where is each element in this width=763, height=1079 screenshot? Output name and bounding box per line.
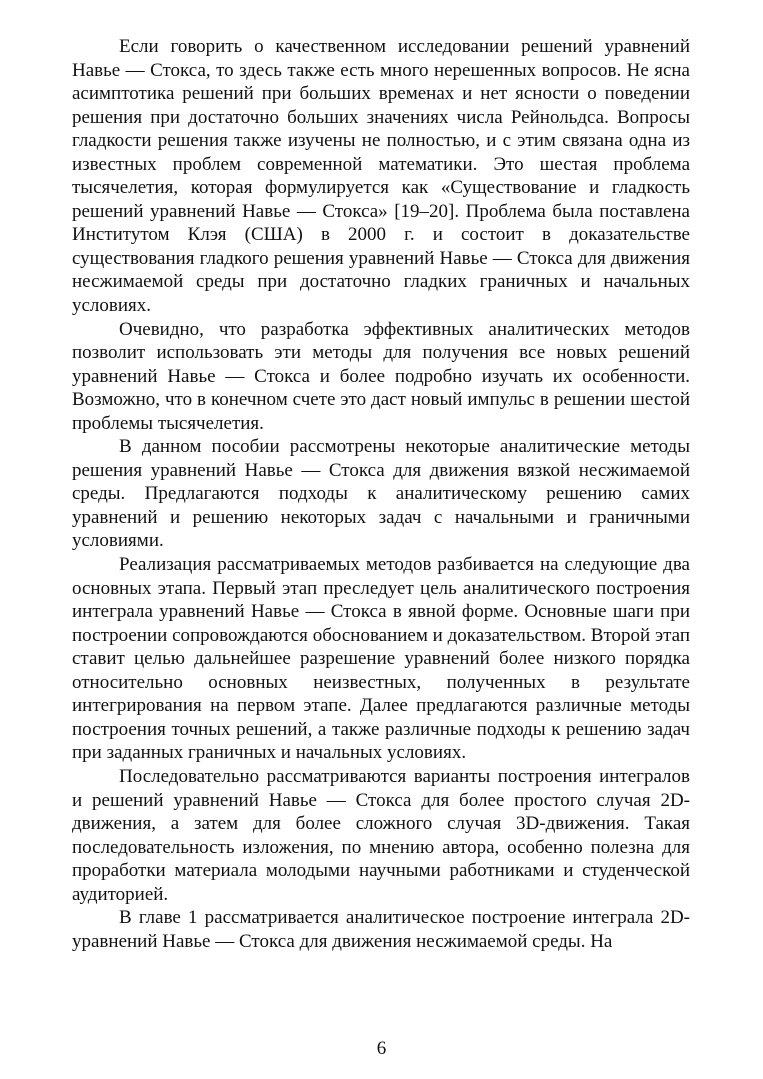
paragraph-2d-3d-order: Последовательно рассматриваются варианты построения интегралов и решений уравнений Навье — Стокса для более простого случая 2D-движения, а затем для более сложного случая 3D-движения. Такая последовательность изложения, по мнению автора, особенно полезна для проработки материала молодыми научными работниками и студенческой аудиторией. [72,765,690,905]
paragraph-two-stages: Реализация рассматриваемых методов разбивается на следующие два основных этапа. Первый этап преследует цель аналитического построения интеграла уравнений Навье — Стокса в явной форме. Основные шаги при построении сопровождаются обоснованием и доказательством. Второй этап ставит целью дальнейшее разрешение уравнений более низкого порядка относительно основных неизвестных, полученных в результате интегрирования на первом этапе. Далее предлагаются различные методы построения точных решений, а также различные подходы к решению задач при заданных граничных и начальных условиях. [72,554,690,764]
paragraph-qualitative-study: Если говорить о качественном исследовании решений уравнений Навье — Стокса, то здесь также есть много нерешенных вопросов. Не ясна асимптотика решений при больших временах и нет ясности о поведении решения при достаточно больших значениях числа Рейнольдса. Вопросы гладкости решения также изучены не полностью, и с этим связана одна из известных проблем современной математики. Это шестая проблема тысячелетия, которая формулируется как «Существование и гладкость решений уравнений Навье — Стокса» [19–20]. Проблема была поставлена Институтом Клэя (США) в 2000 г. и состоит в доказательстве существования гладкого решения уравнений Навье — Стокса для движения несжимаемой среды при достаточно гладких граничных и начальных условиях. [72,36,690,317]
paragraph-chapter-one: В главе 1 рассматривается аналитическое построение интеграла 2D-уравнений Навье — Стокса для движения несжимаемой среды. На [72,907,690,952]
page-number: 6 [376,1038,387,1059]
paragraph-analytical-methods: Очевидно, что разработка эффективных аналитических методов позволит использовать эти методы для получения все новых решений уравнений Навье — Стокса и более подробно изучать их особенности. Возможно, что в конечном счете это даст новый импульс в решении шестой проблемы тысячелетия. [72,318,690,434]
paragraph-manual-scope: В данном пособии рассмотрены некоторые аналитические методы решения уравнений Навье — Стокса для движения вязкой несжимаемой среды. Предлагаются подходы к аналитическому решению самих уравнений и решению некоторых задач с начальными и граничными условиями. [72,436,690,552]
body-text [72,35,690,953]
